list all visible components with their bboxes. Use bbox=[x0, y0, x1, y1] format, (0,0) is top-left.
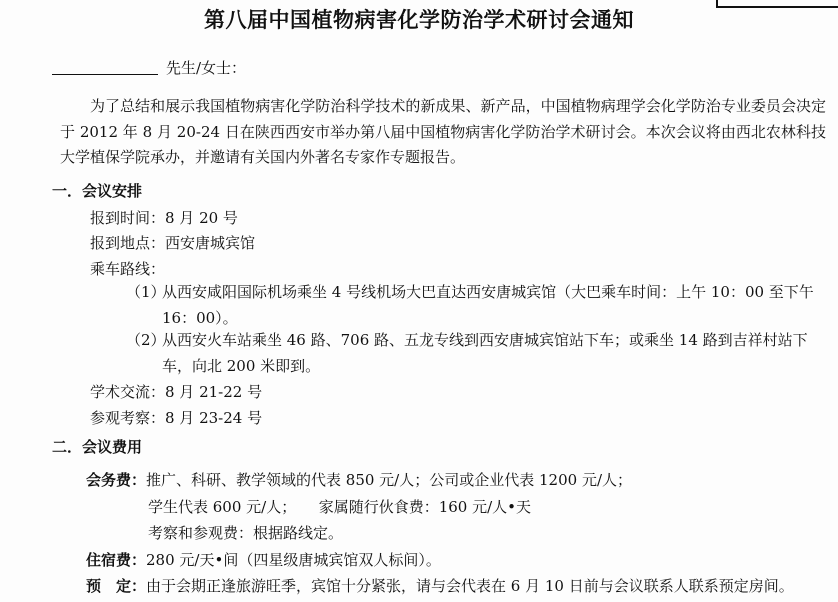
name-blank-line bbox=[52, 60, 158, 75]
checkin-time: 报到时间：8 月 20 号 bbox=[90, 209, 238, 227]
checkin-place: 报到地点：西安唐城宾馆 bbox=[90, 234, 256, 252]
section-heading-arrangement: 一．会议安排 bbox=[52, 182, 143, 200]
intro-paragraph: 为了总结和展示我国植物病害化学防治科学技术的新成果、新产品，中国植物病理学会化学防治专业委员会决定于 2012 年 8 月 20-24 日在陕西西安市举办第八届中国植物病害化学防治学术研讨会。本次会议将由西北农林科技大学植保学院承办，并邀请有关国内外著名专家作专题报告。 bbox=[60, 97, 826, 166]
field-visit: 参观考察：8 月 23-24 号 bbox=[90, 409, 263, 427]
salutation-text: 先生/女士： bbox=[166, 59, 247, 77]
lodging-fee-line bbox=[86, 549, 441, 570]
page-title: 第八届中国植物病害化学防治学术研讨会通知 bbox=[204, 8, 634, 32]
route-text: 从西安火车站乘坐 46 路、706 路、五龙专线到西安唐城宾馆站下车；或乘坐 14 路到吉祥村站下车，向北 200 米即到。 bbox=[162, 331, 808, 375]
conference-fee-line bbox=[86, 469, 632, 490]
booking-text: 由于会期正逢旅游旺季，宾馆十分紧张，请与会代表在 6 月 10 日前与会议联系人联系预定房间。 bbox=[146, 577, 794, 595]
route-text: 从西安咸阳国际机场乘坐 4 号线机场大巴直达西安唐城宾馆（大巴乘车时间：上午 10：00 至下午 16：00）。 bbox=[162, 283, 814, 327]
conference-fee-text: 推广、科研、教学领域的代表 850 元/人；公司或企业代表 1200 元/人； bbox=[146, 471, 633, 489]
route-item bbox=[126, 280, 826, 331]
route-number: （1） bbox=[126, 283, 166, 301]
route-item bbox=[126, 328, 826, 379]
booking-label: 预 定： bbox=[86, 577, 147, 595]
lodging-fee-text: 280 元/天•间（四星级唐城宾馆双人标间）。 bbox=[146, 551, 441, 569]
booking-line bbox=[86, 575, 794, 596]
salutation bbox=[52, 57, 246, 78]
conference-fee-label: 会务费： bbox=[86, 471, 147, 489]
student-fee-line: 学生代表 600 元/人； 家属随行伙食费：160 元/人•天 bbox=[148, 498, 532, 516]
lodging-fee-label: 住宿费： bbox=[86, 551, 147, 569]
section-heading-fees: 二．会议费用 bbox=[52, 438, 143, 456]
academic-exchange: 学术交流：8 月 21-22 号 bbox=[90, 383, 263, 401]
transport-label: 乘车路线： bbox=[90, 260, 166, 278]
route-number: （2） bbox=[126, 331, 166, 349]
tour-fee-line: 考察和参观费：根据路线定。 bbox=[148, 524, 344, 542]
